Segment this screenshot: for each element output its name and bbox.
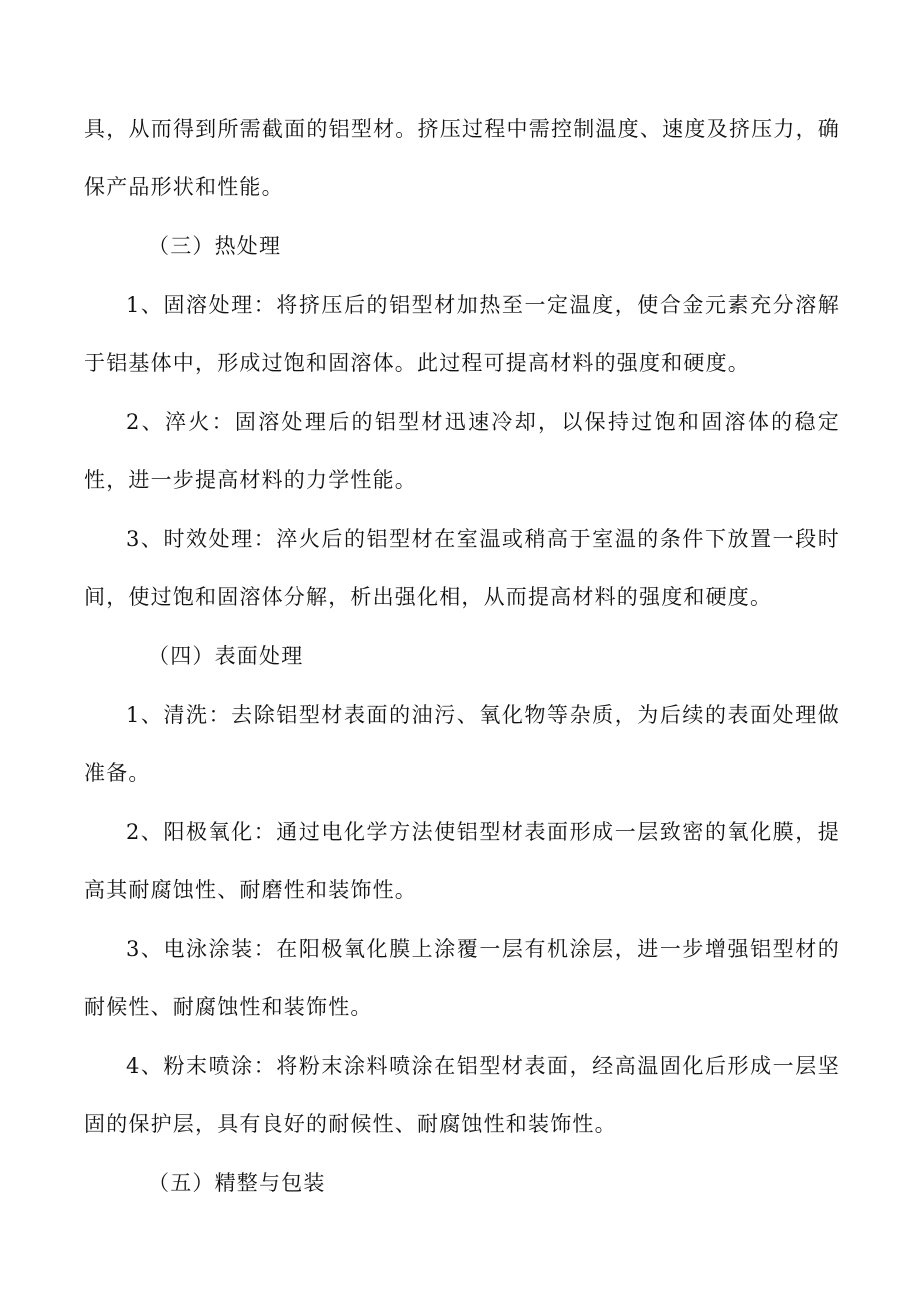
paragraph-solution-treatment: 1、固溶处理：将挤压后的铝型材加热至一定温度，使合金元素充分溶解于铝基体中，形成过饱和固溶体。此过程可提高材料的强度和硬度。 — [84, 293, 840, 375]
document-body — [84, 100, 840, 1213]
paragraph-anodizing: 2、阳极氧化：通过电化学方法使铝型材表面形成一层致密的氧化膜，提高其耐腐蚀性、耐磨性和装饰性。 — [84, 820, 840, 902]
section-heading-heat-treatment: （三）热处理 — [148, 234, 282, 258]
paragraph-aging-treatment: 3、时效处理：淬火后的铝型材在室温或稍高于室温的条件下放置一段时间，使过饱和固溶体分解，析出强化相，从而提高材料的强度和硬度。 — [84, 527, 840, 609]
paragraph-quenching: 2、淬火：固溶处理后的铝型材迅速冷却，以保持过饱和固溶体的稳定性，进一步提高材料的力学性能。 — [84, 410, 840, 492]
paragraph-cleaning: 1、清洗：去除铝型材表面的油污、氧化物等杂质，为后续的表面处理做准备。 — [84, 703, 840, 785]
section-heading-finishing-packaging: （五）精整与包装 — [148, 1171, 326, 1195]
section-heading-surface-treatment: （四）表面处理 — [148, 644, 304, 668]
paragraph-electrophoretic-coating: 3、电泳涂装：在阳极氧化膜上涂覆一层有机涂层，进一步增强铝型材的耐候性、耐腐蚀性和装饰性。 — [84, 937, 840, 1019]
paragraph-powder-coating: 4、粉末喷涂：将粉末涂料喷涂在铝型材表面，经高温固化后形成一层坚固的保护层，具有良好的耐候性、耐腐蚀性和装饰性。 — [84, 1054, 840, 1136]
intro-paragraph: 具，从而得到所需截面的铝型材。挤压过程中需控制温度、速度及挤压力，确保产品形状和性能。 — [84, 117, 840, 199]
